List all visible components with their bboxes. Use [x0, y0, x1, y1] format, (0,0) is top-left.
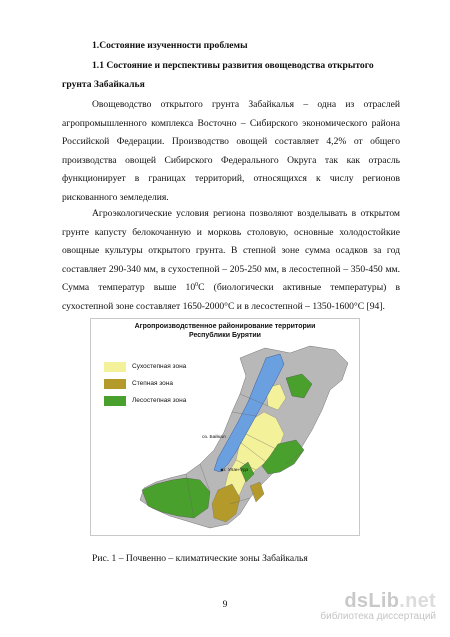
zoning-map [90, 318, 360, 536]
subsection-heading: 1.1 Состояние и перспективы развития овощеводства открытого грунта Забайкалья [62, 60, 374, 90]
legend-label: Сухостепная зона [132, 363, 187, 370]
page-number: 9 [222, 599, 228, 610]
legend-item-forest-steppe [104, 392, 186, 409]
watermark-subtitle: библиотека диссертаций [320, 611, 436, 622]
watermark [320, 590, 436, 622]
paragraph-2-text-a: Агроэкологические условия региона позволяют возделывать в открытом грунте капусту белокочанную и морковь столовую, основные холодостойкие овощные культуры открытого грунта. В степной зоне сумма осадков за год составляет 290-340 мм, в сухостепной – 205-250 мм, в лесостепной – 350-450 мм. Сумма температур выше 10 [62, 208, 400, 294]
superscript-degree: 0 [195, 282, 199, 289]
legend-label: Степная зона [132, 380, 173, 387]
figure-caption: Рис. 1 – Почвенно – климатические зоны Забайкалья [92, 553, 308, 564]
city-label: г. Улан-Удэ [224, 468, 249, 473]
legend-item-steppe [104, 375, 186, 392]
paragraph-2-text-b: С (биологически активные температуры) в сухостепной зоне составляет 1650-2000°С и в лесостепной – 1350-1600°С [94]. [62, 282, 400, 312]
watermark-logo-tail: .net [399, 590, 436, 612]
map-title [90, 322, 360, 340]
legend-swatch [104, 396, 126, 406]
city-marker [221, 469, 224, 472]
lake-label: оз. Байкал [202, 435, 226, 440]
map-image [90, 318, 360, 536]
map-title-line-1: Агропроизводственное районирование территории [134, 323, 316, 330]
watermark-logo-main: dsLib [344, 590, 400, 612]
map-title-line-2: Республики Бурятии [188, 332, 261, 339]
watermark-logo [320, 590, 436, 613]
legend-swatch [104, 379, 126, 389]
legend-label: Лесостепная зона [132, 397, 187, 404]
map-legend [104, 358, 186, 409]
legend-item-dry-steppe [104, 358, 186, 375]
paragraph-2 [62, 205, 400, 317]
paragraph-1: Овощеводство открытого грунта Забайкалья – одна из отраслей агропромышленного комплекса Восточно – Сибирского экономического района Российской Федерации. Производство овощей составляет 4,2% от общего производства овощей Сибирского Федерального Округа так как отрасль функционирует в границах территорий, относящихся к числу регионов рискованного земледелия. [62, 99, 400, 203]
section-heading: 1.Состояние изученности проблемы [92, 40, 248, 51]
legend-swatch [104, 362, 126, 372]
